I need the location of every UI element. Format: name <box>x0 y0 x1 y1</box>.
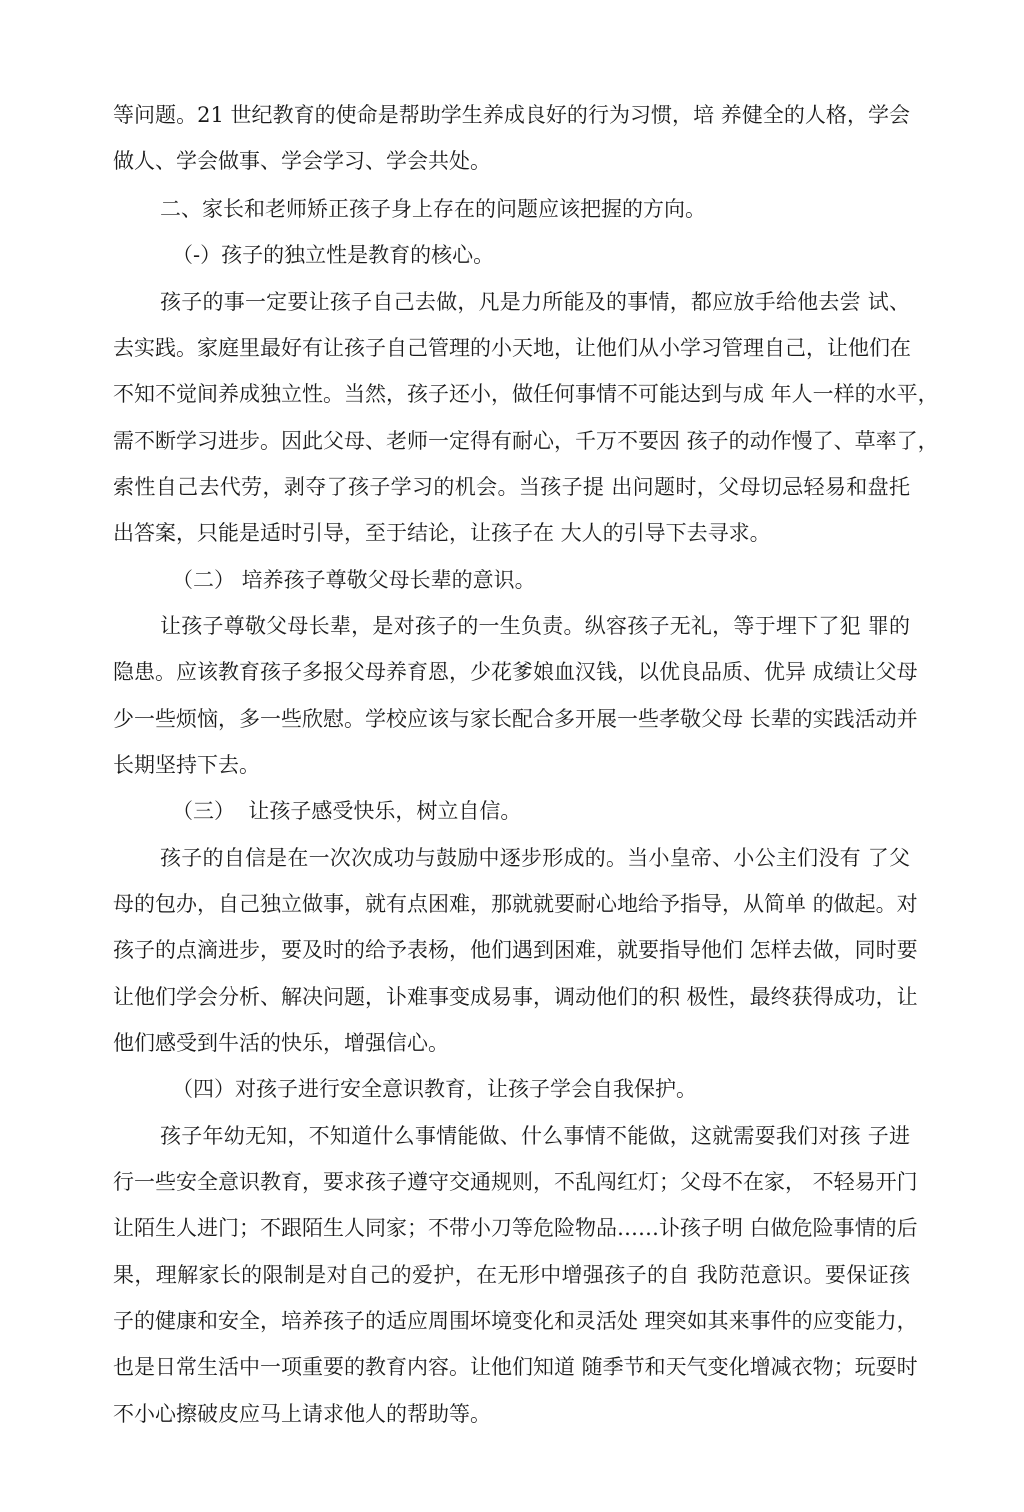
subsection-heading: （二） 培养孩子尊敬父母长辈的意识。 <box>172 568 536 592</box>
subsection-heading: （四）对孩子进行安全意识教育，让孩子学会自我保护。 <box>172 1077 697 1101</box>
text-line: 少一些烦恼，多一些欣慰。学校应该与家长配合多开展一些孝敬父母 长辈的实践活动并 <box>113 707 918 731</box>
text-line: 让他们学会分析、解决问题，讣难事变成易事，调动他们的积 极性，最终获得成功，让 <box>113 985 918 1009</box>
text-line: 孩子年幼无知，不知道什么事情能做、什么事情不能做，这就需耍我们对孩 子进 <box>160 1124 910 1148</box>
text-line: 去实践。家庭里最好有让孩子自己管理的小天地，让他们从小学习管理自己，让他们在 <box>113 336 911 360</box>
text-line: 不知不觉间养成独立性。当然，孩子还小，做任何事情不可能达到与成 年人一样的水平， <box>113 382 939 406</box>
text-line: 孩子的点滴进步，要及时的给予表杨，他们遇到困难，就要指导他们 怎样去做，同时要 <box>113 938 918 962</box>
text-line: 让孩子尊敬父母长辈，是对孩子的一生负责。纵容孩子无礼，等于埋下了犯 罪的 <box>160 614 910 638</box>
text-line: 做人、学会做事、学会学习、学会共处。 <box>113 149 491 173</box>
subsection-heading: （三） 让孩子感受快乐，树立自信。 <box>172 799 522 823</box>
text-line: 子的健康和安全，培养孩子的适应周围坏境变化和灵活处 理突如其来事件的应变能力， <box>113 1309 918 1333</box>
text-line: 他们感受到牛活的快乐，增强信心。 <box>113 1031 449 1055</box>
text-line: 等问题。21 世纪教育的使命是帮助学生养成良好的行为习惯，培 养健全的人格，学会 <box>113 103 910 127</box>
text-line: 果，理解家长的限制是对自己的爱护，在无形中增强孩子的自 我防范意识。要保证孩 <box>113 1263 910 1287</box>
text-line: 不小心擦破皮应马上请求他人的帮助等。 <box>113 1402 491 1426</box>
text-line: 母的包办，自己独立做事，就有点困难，那就就要耐心地给予指导，从简单 的做起。对 <box>113 892 918 916</box>
subsection-heading: （-）孩子的独立性是教育的核心。 <box>172 243 495 267</box>
text-line: 长期坚持下去。 <box>113 753 260 777</box>
text-line: 孩子的事一定要让孩子自己去做，凡是力所能及的事情，都应放手给他去尝 试、 <box>160 290 910 314</box>
text-line: 需不断学习进步。因此父母、老师一定得有耐心，千万不要因 孩子的动作慢了、草率了， <box>113 429 939 453</box>
text-line: 出答案，只能是适时引导，至于结论，让孩子在 大人的引导下去寻求。 <box>113 521 771 545</box>
text-line: 也是日常生活中一项重要的教育内容。让他们知道 随季节和天气变化增减衣物；玩耍时 <box>113 1355 918 1379</box>
text-line: 孩子的自信是在一次次成功与鼓励中逐步形成的。当小皇帝、小公主们没有 了父 <box>160 846 910 870</box>
text-line: 行一些安全意识教育，要求孩子遵守交通规则，不乱闯红灯；父母不在家， 不轻易开门 <box>113 1170 918 1194</box>
text-line: 隐患。应该教育孩子多报父母养育恩，少花爹娘血汉钱，以优良品质、优异 成绩让父母 <box>113 660 918 684</box>
section-heading: 二、家长和老师矫正孩子身上存在的问题应该把握的方向。 <box>160 197 706 221</box>
text-line: 索性自己去代劳，剥夺了孩子学习的机会。当孩子提 出问题时，父母切忌轻易和盘托 <box>113 475 911 499</box>
text-line: 让陌生人进门；不跟陌生人同家；不带小刀等危险物品……讣孩子明 白做危险事情的后 <box>113 1216 918 1240</box>
